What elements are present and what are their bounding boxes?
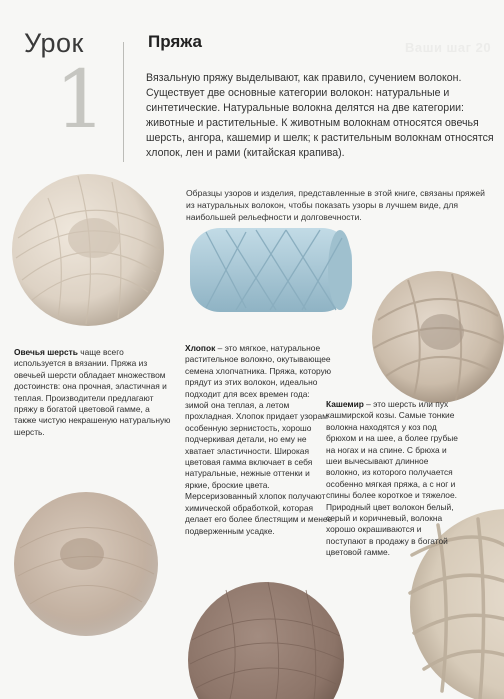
taupe-yarn-ball <box>368 270 504 404</box>
caption-wool-term: Овечья шерсть <box>14 347 78 357</box>
lesson-number: 1 <box>55 53 106 146</box>
mohair-yarn-ball <box>10 488 162 640</box>
faded-header-text: Ваши шаг 20 <box>405 40 492 55</box>
caption-cashmere <box>326 399 464 559</box>
caption-cotton <box>185 343 335 537</box>
caption-wool <box>14 347 172 438</box>
intro-paragraph: Вязальную пряжу выделывают, как правило, сучением волокон. Существует две основные категории волокон: натуральные и синтетические. Натуральные волокна делятся на две категории: животные и растительные. К животным волокнам относятся овечья шерсть, ангора, кашемир и шелк; к растительным волокнам относятся хлопок, лен и рами (китайская крапива). <box>146 72 494 159</box>
lesson-label: Урок <box>24 28 84 58</box>
caption-cashmere-text: – это шерсть или пух кашмирской козы. Самые тонкие волокна находятся у коз под брюхом и на шее, а более грубые на ногах и на спине. С брюха и шеи вычесывают длинное волокно, из которого получается особенно мягкая пряжа, а с ног и спины более короткое и тяжелое. Природный цвет волокон белый, серый и коричневый, волокна хорошо окрашиваются и поступают в продажу в богатой цветовой гамме. <box>326 399 458 558</box>
note-paragraph: Образцы узоров и изделия, представленные в этой книге, связаны пряжей из натуральных волокон, чтобы показать узоры в лучшем виде, для наибольшей рельефности и долговечности. <box>186 188 485 222</box>
brown-yarn-ball <box>186 580 346 699</box>
caption-cotton-text: – это мягкое, натуральное растительное волокно, окутывающее семена хлопчатника. Пряжа, которую прядут из этих волокон, идеально подходит для всех времен года: зимой она теплая, а летом прохладная. Хлопок придает узорам особенную зернистость, хорошо подчеркивая детали, но ему не хватает эластичности. Широкая цветовая гамма включает в себя натуральные, нежные оттенки и яркие, броские цвета. Мерсеризованный хлопок получают химической обработкой, которая делает его более блестящим и менее подверженным усадке. <box>185 343 333 536</box>
blue-cotton-skein <box>186 222 356 318</box>
cream-wool-ball <box>8 168 164 328</box>
section-title: Пряжа <box>148 32 203 51</box>
vertical-divider <box>123 42 124 162</box>
caption-cashmere-term: Кашемир <box>326 399 364 409</box>
caption-cotton-term: Хлопок <box>185 343 216 353</box>
caption-wool-text: чаще всего используется в вязании. Пряжа из овечьей шерсти обладает множеством достоинств: она прочная, эластичная и теплая. Производители предлагают пряжу в богатой цветовой гамме, а также чистую некрашеную натуральную шерсть. <box>14 347 171 437</box>
